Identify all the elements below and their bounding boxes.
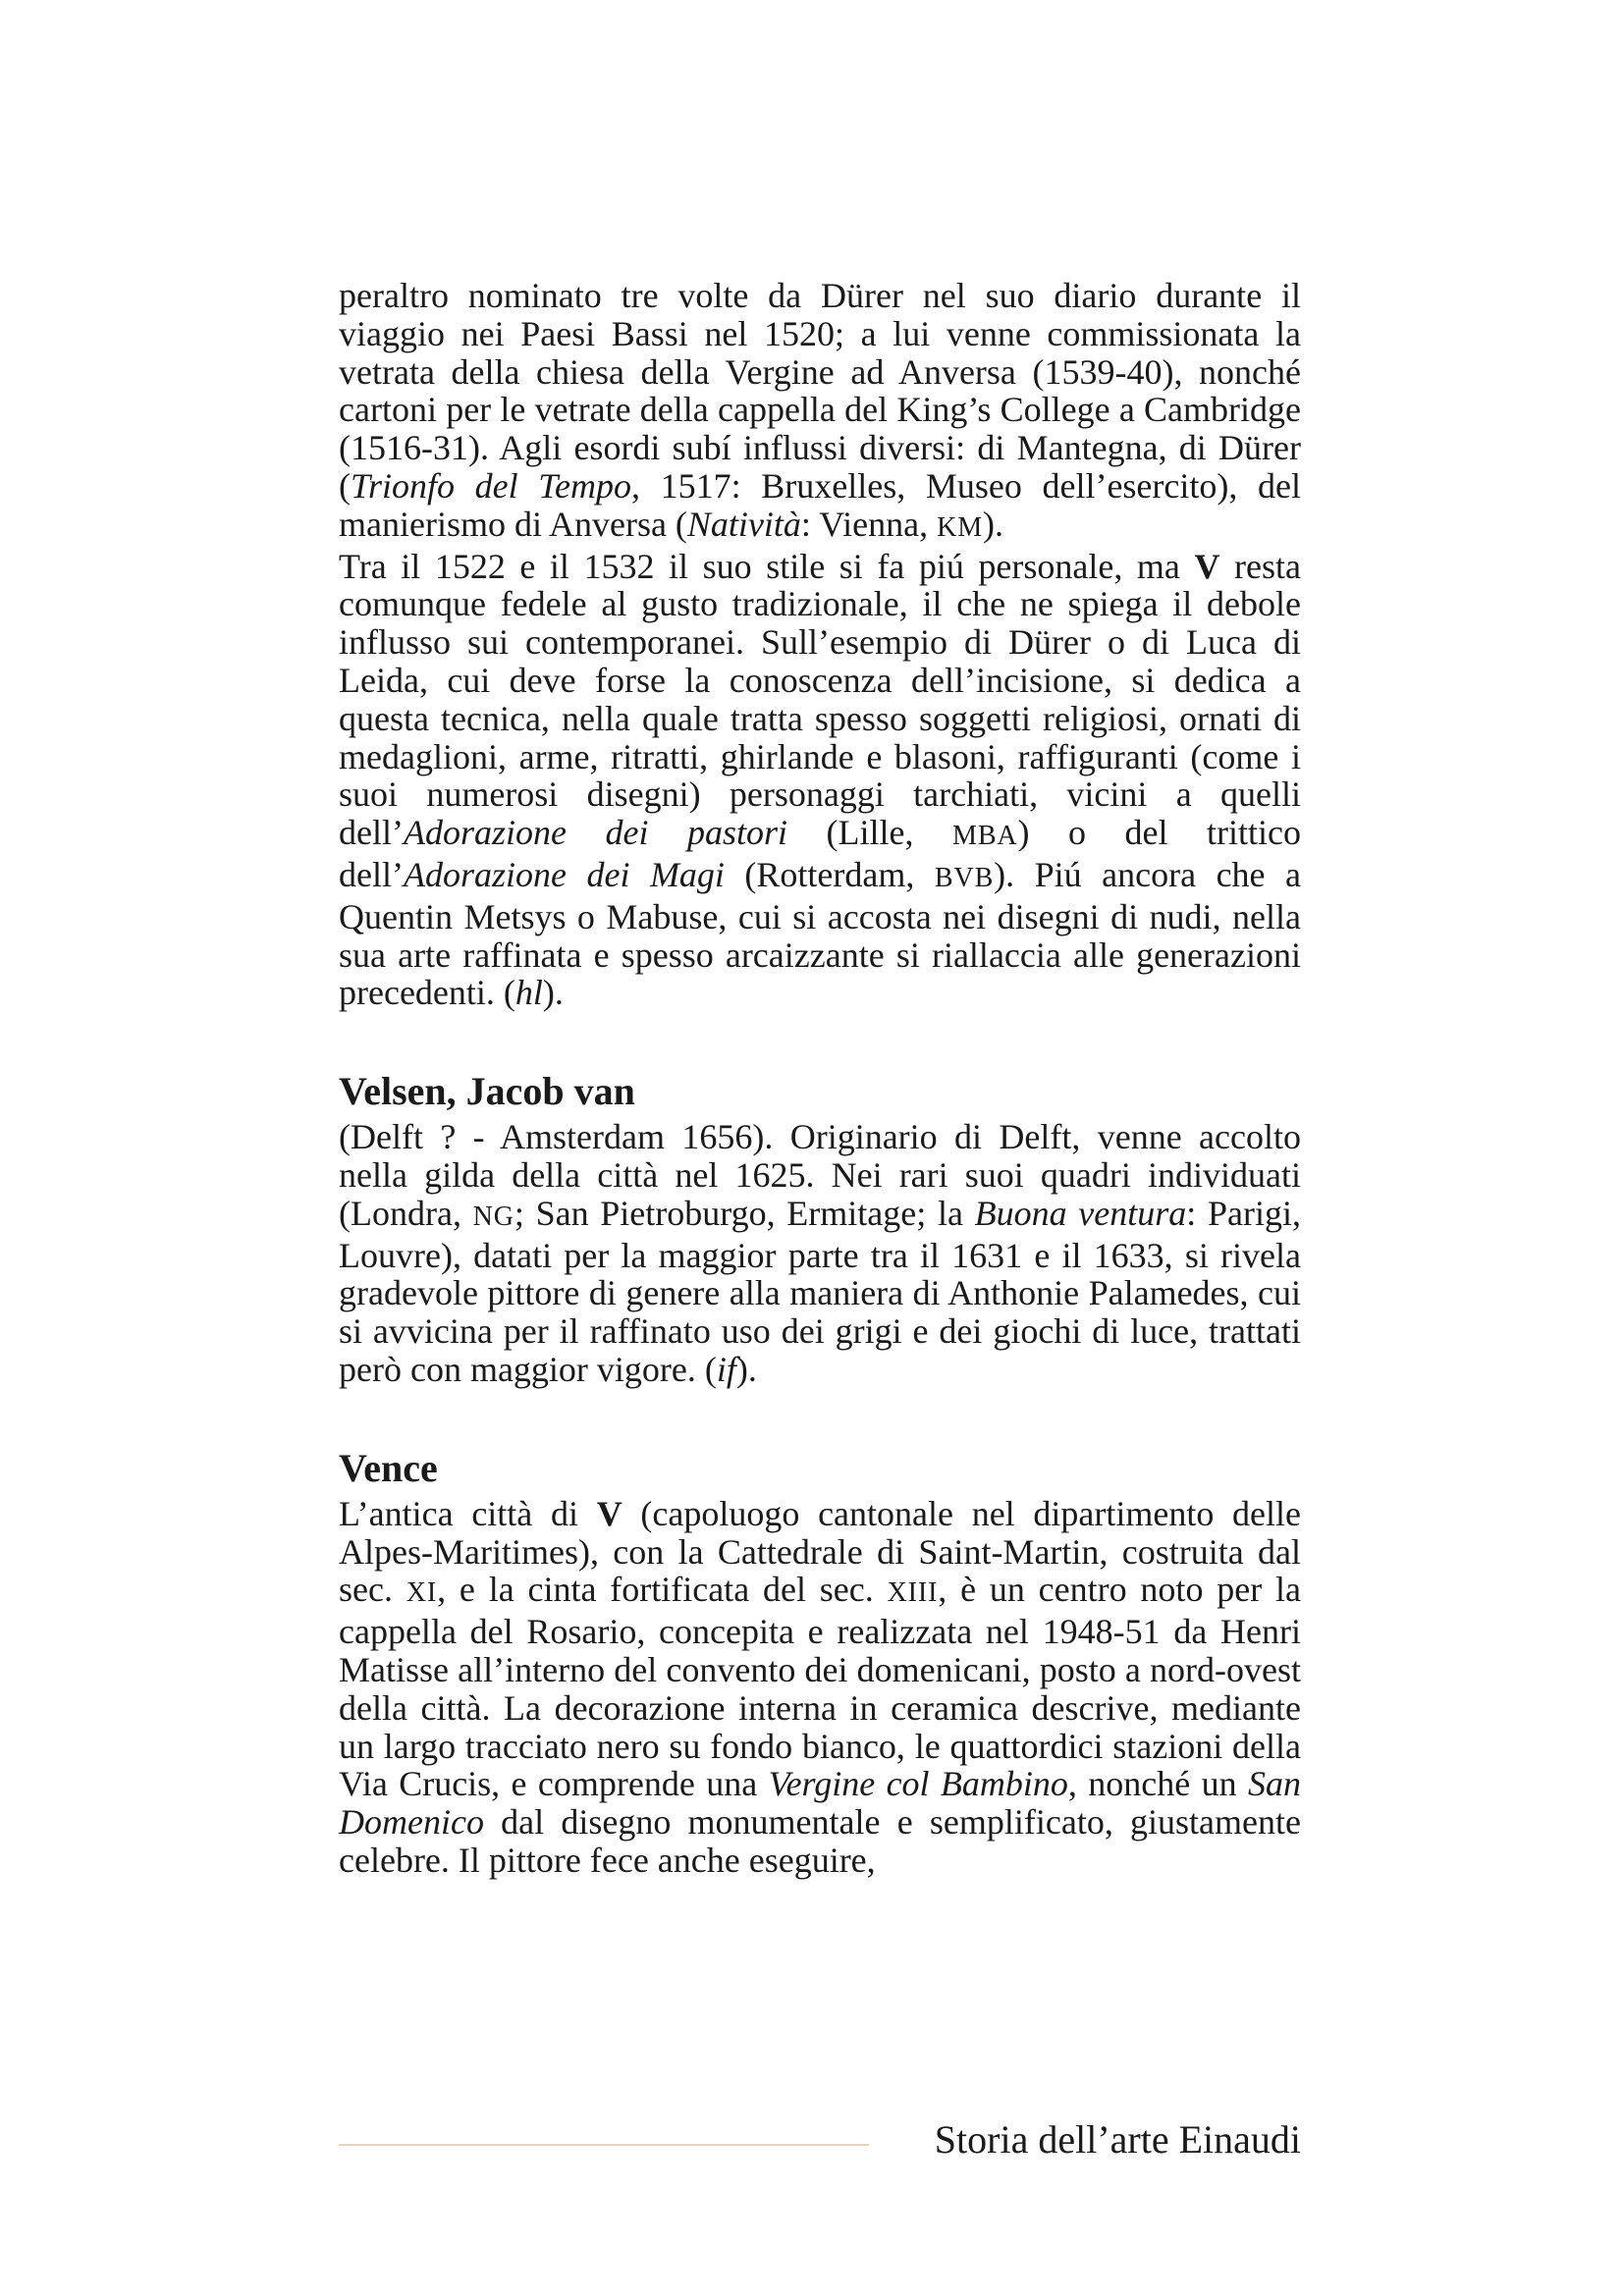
text-run: resta comunque fedele al gusto tradizionale, il che ne spiega il debole influsso sui contemporanei. Sull’esempio di Dürer o di Luca di Leida, cui deve forse la conoscenza dell’incisione, si dedica a questa tecnica, nella quale tratta spesso soggetti religiosi, ornati di medaglioni, arme, ritratti, ghirlande e blasoni, raffiguranti (come i suoi numerosi disegni) personaggi tarchiati, vicini a quelli dell’ [339, 546, 1301, 853]
author-initials: hl [514, 973, 543, 1013]
museum-abbreviation: MBA [952, 821, 1018, 852]
text-run: (Rotterdam, [724, 854, 935, 894]
page-body [339, 277, 1301, 1880]
paragraph [339, 1118, 1301, 1389]
text-run: (capoluogo cantonale nel dipartimento delle Alpes-Maritimes), con la Cattedrale di Saint-Martin, costruita dal sec. [339, 1493, 1301, 1610]
century-numeral: XIII [887, 1577, 939, 1609]
artwork-title: Adorazione dei pastori [403, 813, 788, 853]
text-run: ). Piú ancora che a Quentin Metsys o Mabuse, cui si accosta nei disegni di nudi, nella sua arte raffinata e spesso arcaizzante si riallaccia alle generazioni precedenti. ( [339, 854, 1302, 1013]
text-run: Tra il 1522 e il 1532 il suo stile si fa piú personale, ma [339, 546, 1195, 586]
text-run: , 1517: Bruxelles, Museo dell’esercito), del manierismo di Anversa ( [339, 465, 1301, 544]
text-run: : Parigi, Louvre), datati per la maggior parte tra il 1631 e il 1633, si rivela gradevole pittore di genere alla maniera di Anthonie Palamedes, cui si avvicina per il raffinato uso dei grigi e dei giochi di luce, trattati però con maggior vigore. ( [339, 1193, 1301, 1389]
author-initials: if [716, 1349, 736, 1389]
text-run: (Delft ? - Amsterdam 1656). Originario di Delft, venne accolto nella gilda della città nel 1625. Nei rari suoi quadri individuati (Londra, [339, 1117, 1301, 1233]
paragraph [339, 277, 1301, 548]
artwork-title: Buona ventura [974, 1193, 1187, 1233]
text-run: peraltro nominato tre volte da Dürer nel suo diario durante il viaggio nei Paesi Bassi nel 1520; a lui venne commissionata la vetrata della chiesa della Vergine ad Anversa (1539-40), nonché cartoni per le vetrate della cappella del King’s College a Cambridge (1516-31). Agli esordi subí influssi diversi: di Mantegna, di Dürer ( [339, 276, 1301, 506]
text-run: ). [735, 1349, 757, 1389]
text-run: (Lille, [787, 813, 953, 853]
century-numeral: XI [406, 1577, 438, 1609]
artwork-title: Vergine col Bambino [768, 1764, 1068, 1804]
paragraph [339, 548, 1301, 1013]
entry-title-velsen: Velsen, Jacob van [339, 1069, 635, 1114]
footer-rule [339, 2144, 869, 2146]
text-run: L’antica città di [339, 1493, 597, 1533]
museum-abbreviation: KM [937, 511, 984, 543]
text-run: , nonché un [1067, 1764, 1248, 1804]
text-run: : Vienna, [800, 504, 938, 544]
artwork-title: Adorazione dei Magi [403, 854, 725, 894]
entry-initial: V [1194, 546, 1220, 586]
artwork-title: Trionfo del Tempo [351, 465, 631, 506]
museum-abbreviation: BVB [934, 862, 995, 893]
text-run: dal disegno monumentale e semplificato, giustamente celebre. Il pittore fece anche eseguire, [339, 1802, 1301, 1880]
paragraph [339, 1495, 1301, 1880]
museum-abbreviation: NG [472, 1201, 514, 1232]
text-run: ) o del trittico dell’ [339, 813, 1302, 894]
footer-publication-title: Storia dell’arte Einaudi [934, 2117, 1301, 2162]
artwork-title: San Domenico [339, 1764, 1301, 1842]
text-run: ). [983, 504, 1004, 544]
text-run: , e la cinta fortificata del sec. [437, 1570, 888, 1610]
text-run: , è un centro noto per la cappella del Rosario, concepita e realizzata nel 1948-51 da Henri Matisse all’interno del convento dei domenicani, posto a nord-ovest della città. La decorazione interna in ceramica descrive, mediante un largo tracciato nero su fondo bianco, le quattordici stazioni della Via Crucis, e comprende una [339, 1570, 1302, 1804]
text-run: ; San Pietroburgo, Ermitage; la [514, 1193, 975, 1233]
page-footer [339, 2115, 1301, 2164]
artwork-title: Natività [686, 504, 801, 544]
text-run: ). [542, 973, 564, 1013]
entry-initial: V [596, 1493, 622, 1533]
entry-title-vence: Vence [339, 1445, 438, 1490]
